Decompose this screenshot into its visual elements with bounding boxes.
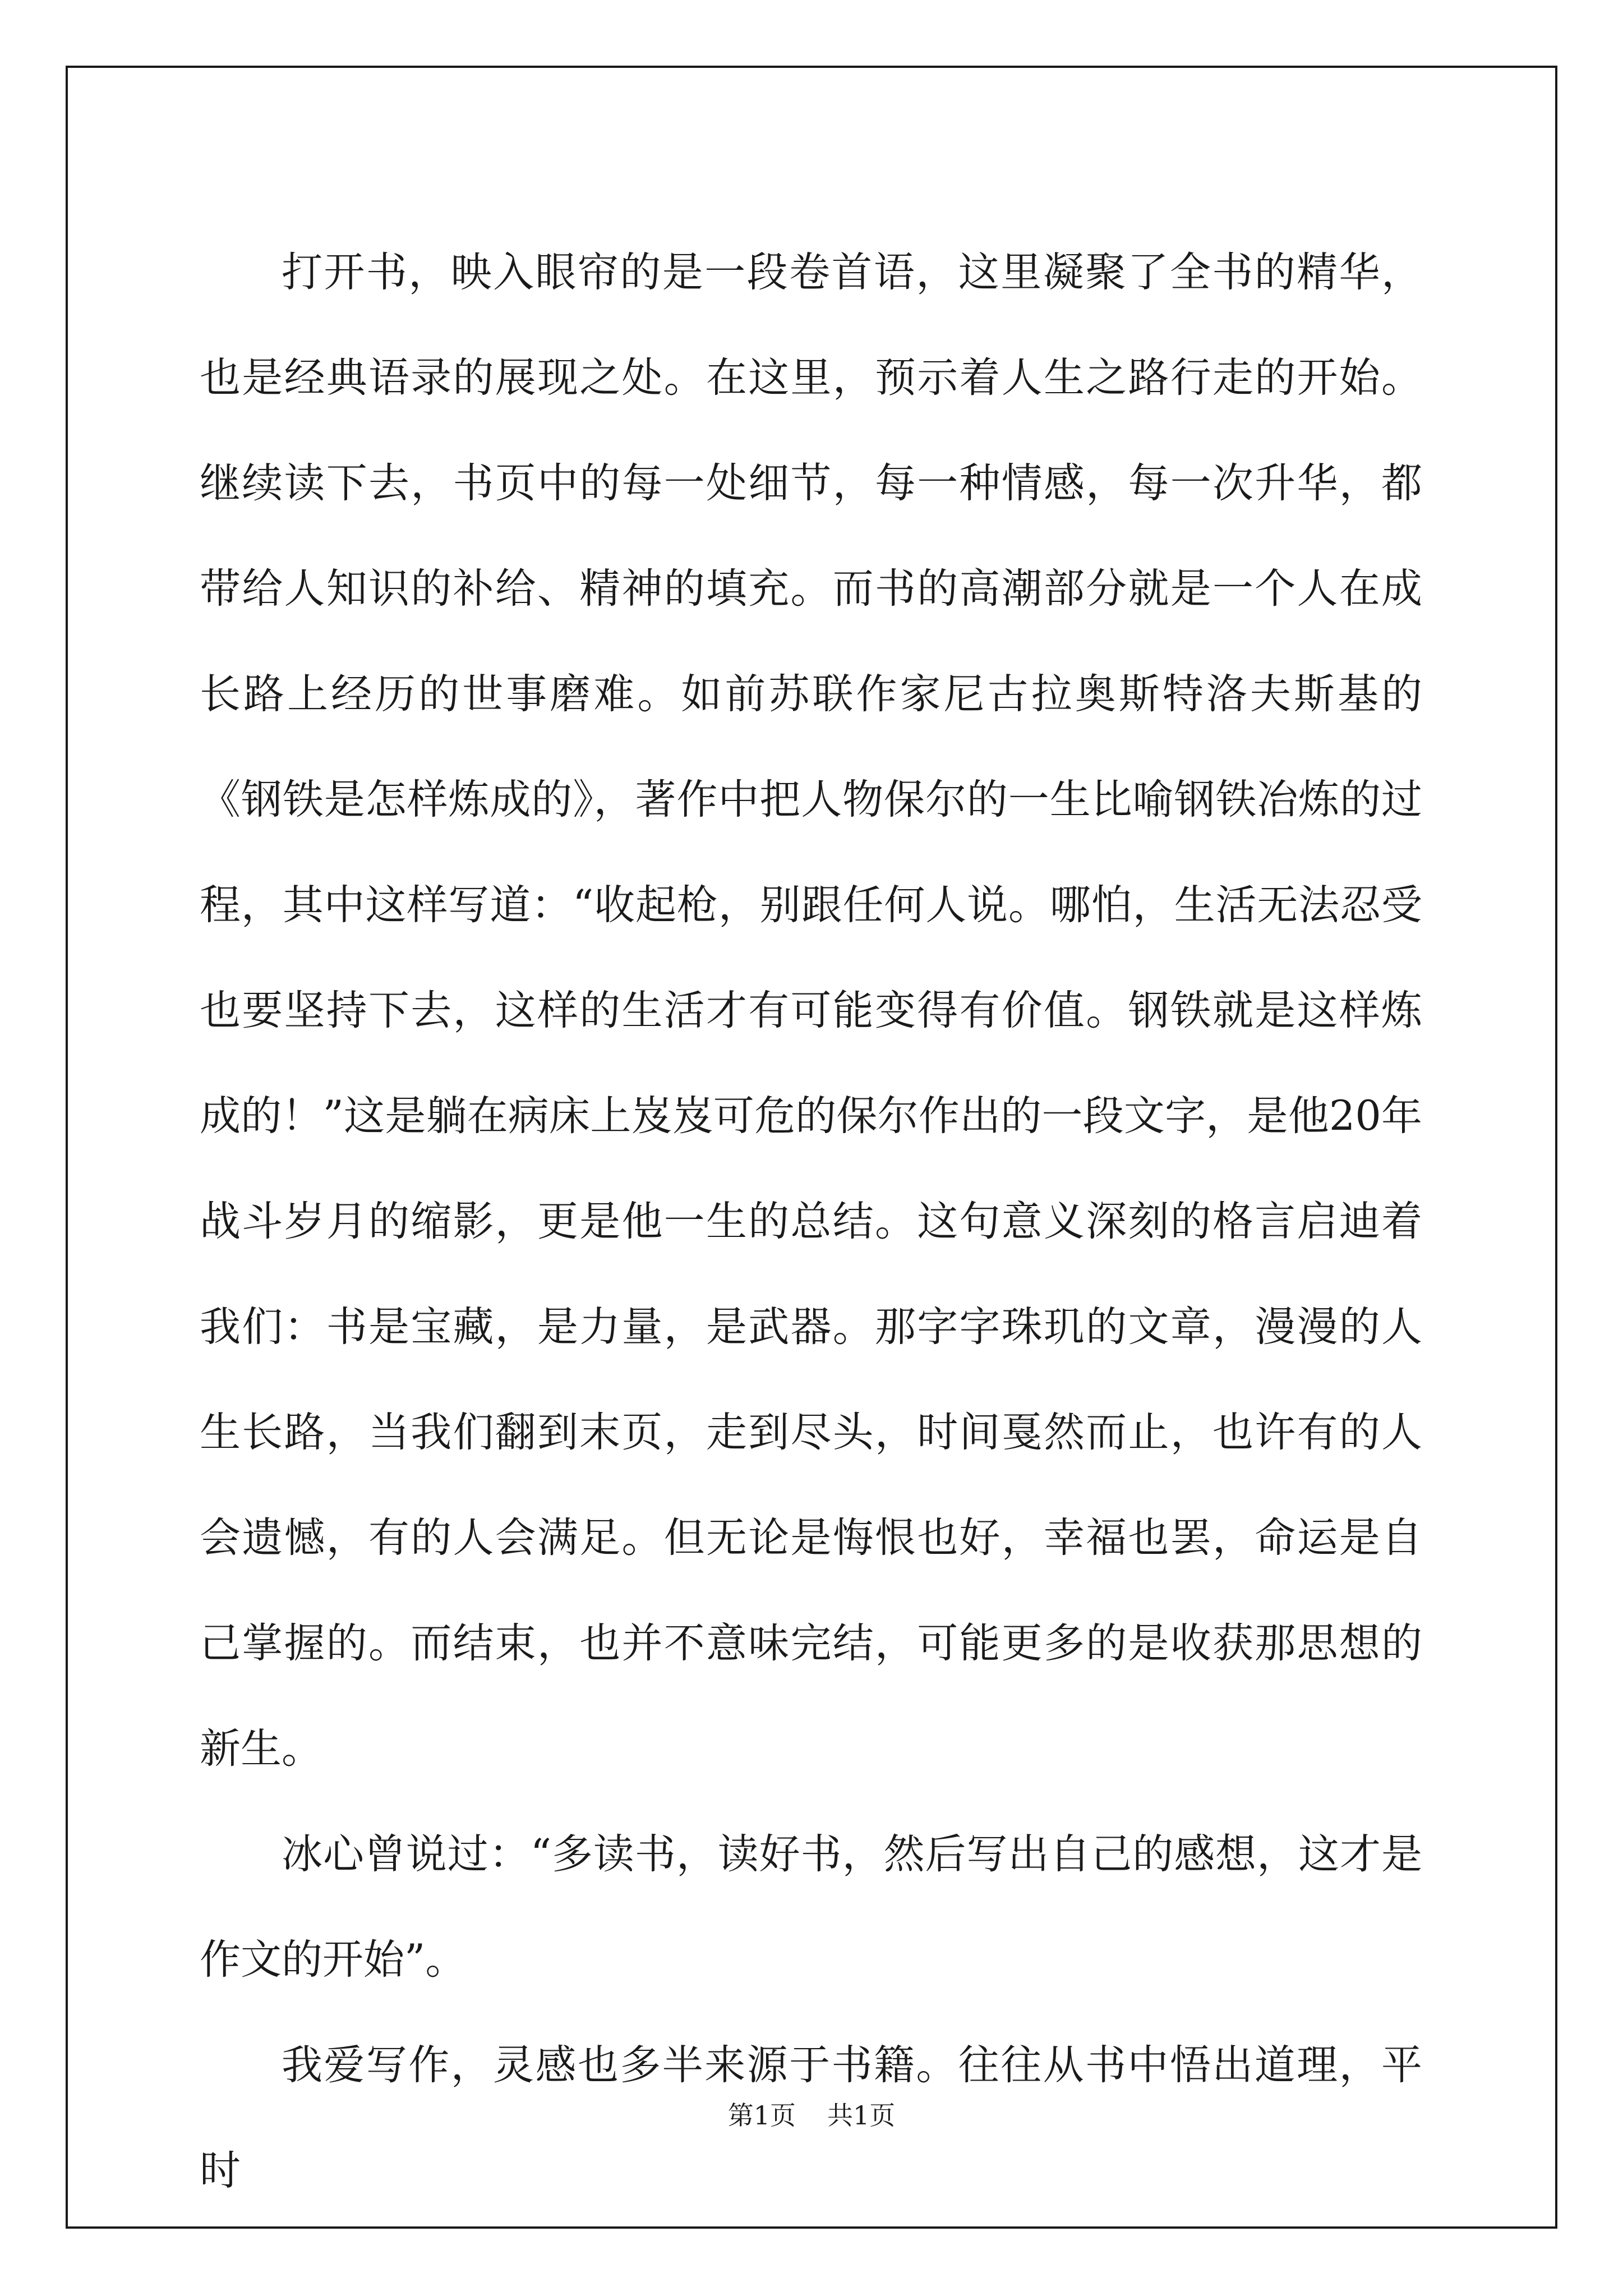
- page-total: 共1页: [827, 2100, 896, 2131]
- paragraph-2: 冰心曾说过：“多读书，读好书，然后写出自己的感想，这才是作文的开始”。: [200, 1830, 1422, 1984]
- paragraph-3: 我爱写作，灵感也多半来源于书籍。往往从书中悟出道理，平时: [200, 2041, 1422, 2194]
- document-body: [200, 220, 1422, 2224]
- paragraph-1: 打开书，映入眼帘的是一段卷首语，这里凝聚了全书的精华，也是经典语录的展现之处。在这里，预示着人生之路行走的开始。继续读下去，书页中的每一处细节，每一种情感，每一次升华，都带给人知识的补给、精神的填充。而书的高潮部分就是一个人在成长路上经历的世事磨难。如前苏联作家尼古拉奥斯特洛夫斯基的《钢铁是怎样炼成的》，著作中把人物保尔的一生比喻钢铁冶炼的过程，其中这样写道：“收起枪，别跟任何人说。哪怕，生活无法忍受也要坚持下去，这样的生活才有可能变得有价值。钢铁就是这样炼成的！”这是躺在病床上岌岌可危的保尔作出的一段文字，是他20年战斗岁月的缩影，更是他一生的总结。这句意义深刻的格言启迪着我们：书是宝藏，是力量，是武器。那字字珠玑的文章，漫漫的人生长路，当我们翻到末页，走到尽头，时间戛然而止，也许有的人会遗憾，有的人会满足。但无论是悔恨也好，幸福也罢，命运是自己掌握的。而结束，也并不意味完结，可能更多的是收获那思想的新生。: [200, 249, 1422, 1773]
- page-footer: [0, 2095, 1623, 2132]
- page-number: 第1页: [727, 2100, 796, 2131]
